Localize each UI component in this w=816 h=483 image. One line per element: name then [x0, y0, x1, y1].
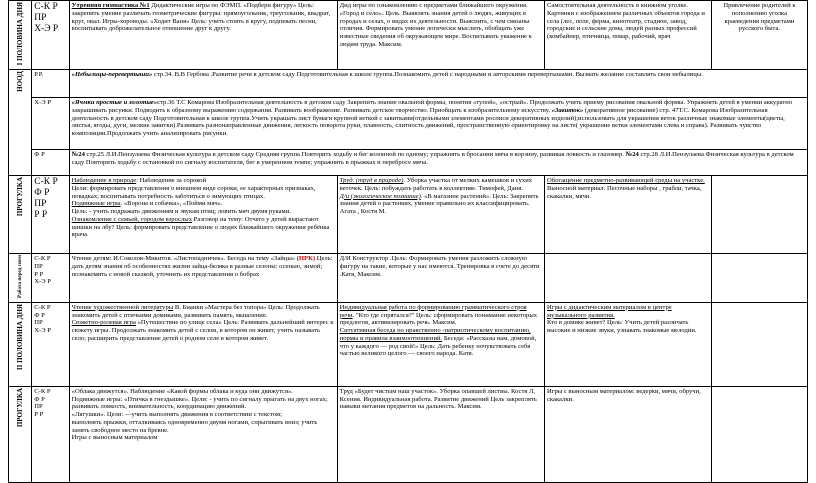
cell-morning-activities: Утренняя гимнастика №1 Дидактические игры по ФЭМП. «Подбери фигуру» Цель: закрепить умение различать геометрические фигуры: прямоугольник, треугольник, квадрат, круг, овал. Игры-хороводы. «Ходит Ваня» Цель: учить стоять в кругу, подпевать песни, воспитывать доброжелательное отношение друг к другу. [69, 1, 337, 70]
cell-walk-1-observation: Наблюдение в природе: Наблюдение за сорокой Цели: формировать представления о внешнем виде сороки, ее характерных признаках, повадках; воспитывать потребность заботиться о зимующих птицах. Подвижные игры. «Ворона и собачка», «Пойми мяч». Цель: - учить подражать движениям и звукам птиц; ловить мяч двумя руками. Ознакомление с семьей, городом взрослых Разговор на тему: Отчего у детей вырастают шишки на лбу? Цель: формировать представление о людях ближайшего окружения ребёнка врача. [69, 176, 337, 254]
lesson-plan-table [8, 0, 808, 483]
cell-morning-didactic: Дид игры по ознакомлению с предметами ближайшего окружения. «Город и село». Цель. Выявлять знания детей о людях, живущих в городах и селах, о видах их деятельности. Выяснить, с чем связаны отличия. Формировать умение логически мыслить, обобщать уже известные сведения об окружающем мире. Воспитывать уважение к людям труда. Максим. [337, 1, 544, 70]
groups-morning: С-К Р ПР Х-Э Р [32, 1, 69, 70]
groups-walk-2: С-К Р Ф Р ПР Р Р [32, 386, 69, 482]
row-morning [9, 1, 808, 70]
groups-afternoon: С-К Р Ф Р ПР Х-Э Р [32, 302, 69, 386]
row-afternoon [9, 302, 808, 386]
section-nood: НООД [9, 70, 32, 176]
section-walk-2: ПРОГУЛКА [9, 386, 32, 482]
group-speech: Р.Р. [32, 70, 69, 98]
section-morning: I ПОЛОВИНА ДНЯ [9, 1, 32, 70]
cell-before-sleep-game: Д/И Конструктор .Цель: Формировать умения разложить сложную фигуру на такие, которые у нас имеются. Тренировка в счете до десяти .Катя, Максим. [337, 254, 544, 303]
cell-walk-1-environment: Обогащение предметно-развивающей среды на участке. Выносной материал: Песочные наборы , грабли, тачка, скакалки, мячи. [545, 176, 712, 254]
cell-afternoon-parents [711, 302, 807, 386]
cell-walk-1-parents [711, 176, 807, 254]
cell-before-sleep-parents [711, 254, 807, 303]
cell-walk-2-parents [711, 386, 807, 482]
section-walk-1: ПРОГУЛКА [9, 176, 32, 254]
cell-nood-speech: «Небылицы-перевертыши» стр.34. В.В Гербова .Развитие речи в детском саду Подготовительная к школе группа.Познакомить детей с народными и авторскими перевертышами. Вызвать желание составлять свои небылицы. [69, 70, 807, 98]
row-nood-speech [9, 70, 808, 98]
cell-morning-independent: Самостоятельная деятельность в книжном уголке. Картинки с изображением различных объектов города и села (лес, поле, ферма, кинотеатр, стадион, завод, городские и сельские дома, людей разных профессий (комбайнер, птичница, повар, рабочий, врач [545, 1, 712, 70]
cell-walk-2-observation: «Облака движутся». Наблюдение «Какой формы облака и куда они движутся». Подвижные игры: «Птичка в гнездышке». Цели: - учить по сигналу прыгать на двух ногах; развивать ловкость, внимательность, координацию движений. «Лягушки». Цели: —учить выполнять движения в соответствии с текстом; выполнять прыжки, отталкиваясь одновременно двумя ногами, спрыгивать вниз; учить занять свободное место на бревне. Игры с выносным материалом [69, 386, 337, 482]
cell-nood-physical: №24 стр.25 Л.И.Пензулаева Физическая культура в детском саду Средняя группа Повторить ходьбу и бег колонной по одному; упражнять в бросании мяча в корзину, развивая ловкость и глазомер. №24 стр.28 Л.И.Пензулаева Физическая культура в детском саду Повторить ходьбу с остановкой по сигналу воспитателя, бег в умеренном темпе; упражнять в прыжках и перебросе мяча. [69, 150, 807, 176]
group-art: Х-Э Р [32, 98, 69, 150]
section-before-sleep: Работа перед сном [9, 254, 32, 303]
cell-walk-2-materials: Игры с выносным материалом: ведерки, мячи, обручи, скакалки. [545, 386, 712, 482]
row-before-sleep [9, 254, 808, 303]
row-nood-physical [9, 150, 808, 176]
cell-before-sleep-empty [545, 254, 712, 303]
cell-walk-1-labor: Труд. (труд в природе). Уборка участка от мелких камешков и сухих веточек. Цель: побуждать работать в коллективе. Тимофей, Даня. Д/и (экологическое познание). «В магазине растений». Цель: Закрепить знания детей о растениях, умение правильно их классифицировать. Агата , Костя М. [337, 176, 544, 254]
row-walk-1 [9, 176, 808, 254]
groups-before-sleep: С-К Р ПР Р Р Х-Э Р [32, 254, 69, 303]
groups-walk-1: С-К Р Ф Р ПР Р Р [32, 176, 69, 254]
cell-before-sleep-reading: Чтение детям: И.Соколов-Микитов. «Листопадничек». Беседа на тему «Зайцы» (НРК) Цель: дать детям знания об особенностях жизни зайца-беляка в разные сезоны: осенью, зимой; познакомить с новой сказкой, уточнить их представления о бобрах [69, 254, 337, 303]
row-nood-art [9, 98, 808, 150]
cell-afternoon-literature: Чтение художественной литературы В. Бианки «Мастера без топора» Цель: Продолжать знакомить детей с птичьими домиками, развивать память, мышление. Сюжетно-ролевая игра «Путешествие по улице села» Цель: Развивать дальнейший интерес к сюжету игры. Продолжать знакомить детей с селом, в котором он живет, учить называть село; расширить представление детей о родном селе в котором живет. [69, 302, 337, 386]
group-physical: Ф Р [32, 150, 69, 176]
cell-walk-2-labor: Труд «Будет чистым наш участок». Уборка опавшей листвы. Костя Л, Ксения. Индивидуальная работа. Развитие движений Цель закреплять навыки метания предметов на дальность. Максим. [337, 386, 544, 482]
row-walk-2 [9, 386, 808, 482]
section-afternoon: II ПОЛОВИНА ДНЯ [9, 302, 32, 386]
cell-morning-parents: Привлечение родителей к пополнению уголка краеведения предметами русского быта. [711, 1, 807, 70]
cell-nood-art: «Ячмки простые и золотые»стр.36 Т.С Комарова Изобразительная деятельность в детском саду Закрепить знание овальной формы, понятия «тупой», «острый». Продолжать учить приему рисования овальной формы. Упражнять детей в умении аккуратно закрашивать рисунки. Подводить к образному выражению содержания. Развивать воображение. Развивать детское творчество. Приобщать к изобразительному искусству. «Завиток» (декоративное рисование) стр. 47Т.С. Комарова Изобразительная деятельность в детском саду Подготовительная к школе группа.Учить украшать лист бумаги крупной веткой с завитками(отдельными элементами росписи декоративных изделий);использовать для украшения веток различные знакомые элементы(цветы, листья, ягоды, дуги, мелкие завитки).Развивать разнонаправленные движения, легкость поворота руки, плавность, слитность движений, пространственную ориентировку на листе( украшение ветки элементами слева и справа). Развивать чувство композиции.Продолжать учить анализировать рисунки. [69, 98, 807, 150]
cell-afternoon-music: Игры с дидактическим материалом в центре музыкального развития. Кто в домике живет? Цель: Учить детей различать высокие и низкие звуки, узнавать знакомые мелодии. [545, 302, 712, 386]
cell-afternoon-individual: Индивидуальная работа по формированию грамматического строя речи. "Кто где спрятался?" Цель: сформировать понимание некоторых предлогов, активизировать речь. Максим. Ситуативная беседа по нравственно -патриотическому воспитанию, нормы и правила взаимоотношений. Беседа: «Рассказы нам, домовой, что у каждого — род свой!» Цель: Дать ребенку почувствовать себя частью великого целого — своего народа. Катя. [337, 302, 544, 386]
